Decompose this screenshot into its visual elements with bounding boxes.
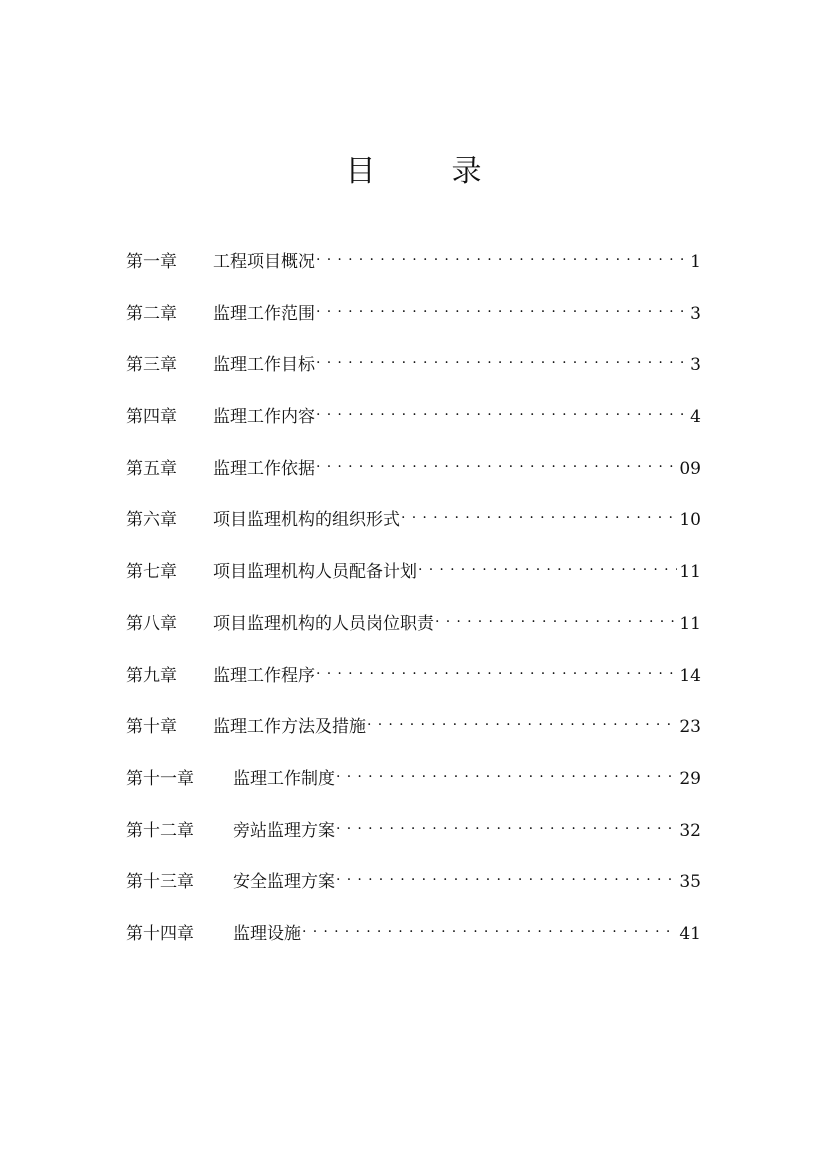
toc-dot-leader [336, 867, 677, 887]
toc-chapter-label: 第三章 [126, 355, 177, 376]
toc-entry-title: 监理设施 [233, 923, 301, 944]
toc-chapter-label: 第六章 [126, 510, 177, 531]
toc-entry[interactable] [126, 402, 701, 454]
toc-page-number: 11 [679, 562, 701, 583]
table-of-contents [126, 247, 701, 971]
toc-page-number: 1 [690, 252, 701, 272]
toc-entry-title: 工程项目概况 [213, 252, 315, 272]
toc-chapter-label: 第十三章 [126, 872, 194, 893]
toc-entry-title: 安全监理方案 [233, 872, 335, 893]
toc-dot-leader [316, 350, 688, 370]
toc-page-number: 23 [679, 717, 701, 738]
toc-entry[interactable] [126, 816, 701, 868]
toc-dot-leader [316, 454, 677, 474]
toc-entry[interactable] [126, 505, 701, 557]
toc-entry[interactable] [126, 299, 701, 351]
toc-dot-leader [316, 247, 688, 267]
toc-entry-title: 监理工作目标 [213, 355, 315, 376]
toc-page-number: 3 [690, 355, 701, 376]
toc-entry-title: 监理工作依据 [213, 458, 315, 479]
page-title-char-1: 目 [345, 154, 376, 189]
toc-chapter-label: 第十一章 [126, 768, 194, 789]
toc-entry-title: 监理工作程序 [213, 665, 315, 686]
toc-entry-title: 监理工作制度 [233, 768, 335, 789]
toc-chapter-label: 第一章 [126, 252, 177, 272]
toc-chapter-label: 第八章 [126, 613, 177, 634]
toc-entry-title: 项目监理机构的人员岗位职责 [213, 613, 434, 634]
toc-dot-leader [401, 505, 677, 525]
toc-dot-leader [367, 712, 677, 732]
page-title-char-2: 录 [451, 154, 482, 189]
toc-chapter-label: 第十四章 [126, 923, 194, 944]
toc-entry[interactable] [126, 350, 701, 402]
toc-dot-leader [336, 764, 677, 784]
toc-entry[interactable] [126, 867, 701, 919]
toc-entry[interactable] [126, 247, 701, 299]
toc-dot-leader [435, 609, 677, 629]
toc-entry[interactable] [126, 764, 701, 816]
toc-chapter-label: 第十二章 [126, 820, 194, 841]
toc-entry-title: 监理工作范围 [213, 303, 315, 324]
toc-page-number: 41 [679, 923, 701, 944]
toc-chapter-label: 第二章 [126, 303, 177, 324]
toc-page-number: 32 [679, 820, 701, 841]
toc-entry-title: 项目监理机构的组织形式 [213, 510, 400, 531]
toc-chapter-label: 第四章 [126, 407, 177, 428]
toc-chapter-label: 第七章 [126, 562, 177, 583]
toc-chapter-label: 第五章 [126, 458, 177, 479]
toc-page-number: 4 [690, 407, 701, 428]
toc-page-number: 35 [679, 872, 701, 893]
toc-dot-leader [418, 557, 677, 577]
toc-page-number: 29 [679, 768, 701, 789]
toc-page-number: 3 [690, 303, 701, 324]
toc-entry-title: 项目监理机构人员配备计划 [213, 562, 417, 583]
toc-chapter-label: 第十章 [126, 717, 177, 738]
toc-page-number: 10 [679, 510, 701, 531]
page-title [0, 146, 827, 190]
toc-entry[interactable] [126, 712, 701, 764]
toc-page-number: 09 [679, 458, 701, 479]
toc-entry[interactable] [126, 609, 701, 661]
toc-chapter-label: 第九章 [126, 665, 177, 686]
toc-entry-title: 监理工作内容 [213, 407, 315, 428]
toc-page-number: 11 [679, 613, 701, 634]
toc-entry[interactable] [126, 919, 701, 971]
toc-entry-title: 旁站监理方案 [233, 820, 335, 841]
toc-dot-leader [336, 816, 677, 836]
toc-entry[interactable] [126, 661, 701, 713]
toc-entry[interactable] [126, 454, 701, 506]
toc-dot-leader [316, 299, 688, 319]
toc-entry-title: 监理工作方法及措施 [213, 717, 366, 738]
toc-dot-leader [316, 402, 688, 422]
toc-page-number: 14 [679, 665, 701, 686]
toc-entry[interactable] [126, 557, 701, 609]
toc-dot-leader [302, 919, 677, 939]
toc-dot-leader [316, 661, 677, 681]
